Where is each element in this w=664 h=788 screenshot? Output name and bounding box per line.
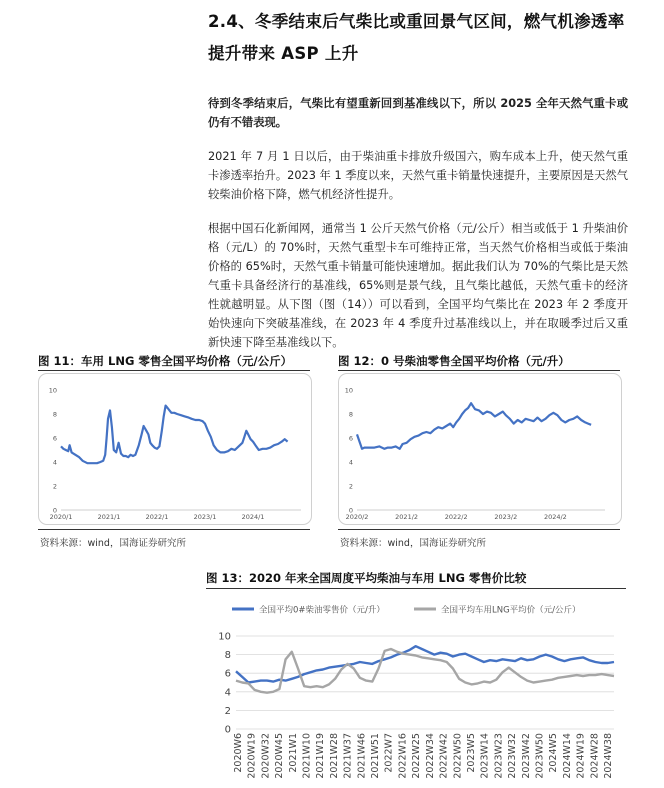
x-tick-label: 2024W38 bbox=[603, 733, 614, 779]
paragraph-summary: 待到冬季结束后，气柴比有望重新回到基准线以下，所以 2025 全年天然气重卡或仍有不错表现。 bbox=[208, 97, 628, 129]
x-tick-label: 2023W42 bbox=[520, 733, 532, 779]
y-tick-label: 2 bbox=[52, 482, 57, 491]
figure-13-title: 图 13：2020 年来全国周度平均柴油与车用 LNG 零售价比较 bbox=[206, 571, 527, 585]
x-tick-label: 2023/2 bbox=[494, 513, 518, 521]
figure-12-bottom-rule bbox=[338, 529, 620, 530]
x-tick-label: 2020W6 bbox=[233, 733, 244, 773]
y-tick-label: 4 bbox=[52, 458, 57, 467]
x-tick-label: 2023W5 bbox=[465, 733, 477, 773]
y-tick-label: 8 bbox=[52, 410, 57, 419]
section-heading: 2.4、冬季结束后气柴比或重回景气区间，燃气机渗透率提升带来 ASP 上升 bbox=[208, 12, 625, 63]
x-tick-label: 2020W45 bbox=[274, 733, 286, 779]
y-tick-label: 0 bbox=[224, 724, 231, 736]
y-tick-label: 6 bbox=[348, 434, 353, 443]
x-tick-label: 2022/2 bbox=[444, 513, 468, 521]
x-tick-label: 2024W19 bbox=[575, 733, 587, 779]
legend-label: 全国平均0#柴油零售价（元/升） bbox=[259, 605, 385, 616]
x-tick-label: 2024W5 bbox=[548, 733, 560, 773]
figure-11-chart-frame bbox=[38, 373, 312, 525]
x-tick-label: 2021W10 bbox=[301, 733, 313, 779]
paragraph-gas-diesel-ratio: 根据中国石化新闻网，通常当 1 公斤天然气价格（元/公斤）相当或低于 1 升柴油价格（元/L）的 70%时，天然气重型卡车可维持正常，当天然气价格相当或低于柴油价格的 65%时，天然气重卡销量可能快速增加。据此我们认为 70%的气柴比是天然气重卡具备经济行的基准线，65%则是景气线，且气柴比越低，天然气重卡的经济性就越明显。从下图（图（14））可以看到，全国平均气柴比在 2023 年 2 季度开始快速向下突破基准线，在 2023 年 4 季度升过基准线以上，并在取暖季过后又重新快速下降至基准线以下。 bbox=[208, 222, 628, 349]
figure-13-top-rule bbox=[206, 588, 626, 589]
series-line bbox=[61, 406, 288, 464]
x-tick-label: 2021/1 bbox=[97, 513, 121, 521]
x-tick-label: 2020W32 bbox=[260, 733, 272, 779]
figure-12-top-rule bbox=[338, 370, 620, 371]
figure-12-title: 图 12：0 号柴油零售全国平均价格（元/升） bbox=[338, 354, 570, 368]
y-tick-label: 6 bbox=[224, 668, 231, 680]
y-tick-label: 2 bbox=[348, 482, 353, 491]
legend-label: 全国平均车用LNG平均价（元/公斤） bbox=[441, 605, 581, 616]
y-tick-label: 10 bbox=[218, 631, 231, 643]
x-tick-label: 2024W14 bbox=[561, 733, 573, 779]
x-tick-label: 2021W51 bbox=[370, 733, 382, 779]
y-tick-label: 0 bbox=[348, 506, 353, 515]
y-tick-label: 2 bbox=[224, 705, 231, 717]
y-tick-label: 4 bbox=[224, 687, 231, 699]
x-tick-label: 2023W50 bbox=[534, 733, 546, 779]
y-tick-label: 8 bbox=[348, 410, 353, 419]
x-tick-label: 2022W7 bbox=[383, 733, 395, 773]
x-tick-label: 2020/1 bbox=[49, 513, 73, 521]
x-tick-label: 2020W19 bbox=[246, 733, 258, 779]
figure-12-chart-frame bbox=[338, 373, 622, 525]
x-tick-label: 2022/1 bbox=[145, 513, 169, 521]
x-tick-label: 2021W1 bbox=[287, 733, 299, 773]
y-tick-label: 6 bbox=[52, 434, 57, 443]
figure-11-source: 资料来源：wind，国海证券研究所 bbox=[40, 538, 186, 549]
x-tick-label: 2022W50 bbox=[452, 733, 464, 779]
x-tick-label: 2024/2 bbox=[543, 513, 567, 521]
figure-11-title: 图 11：车用 LNG 零售全国平均价格（元/公斤） bbox=[38, 354, 293, 368]
x-tick-label: 2020/2 bbox=[345, 513, 369, 521]
x-tick-label: 2023W32 bbox=[507, 733, 519, 779]
lng-price-chart bbox=[39, 374, 311, 524]
diesel-price-chart bbox=[339, 374, 621, 524]
diesel-vs-lng-comparison-chart bbox=[206, 592, 626, 788]
figure-11-bottom-rule bbox=[38, 529, 310, 530]
y-tick-label: 8 bbox=[224, 650, 231, 662]
x-tick-label: 2021W28 bbox=[328, 733, 340, 779]
x-tick-label: 2024/1 bbox=[241, 513, 265, 521]
x-tick-label: 2023W14 bbox=[479, 733, 491, 779]
x-tick-label: 2022W16 bbox=[397, 733, 409, 779]
x-tick-label: 2022W34 bbox=[424, 733, 436, 779]
figure-11-top-rule bbox=[38, 370, 310, 371]
x-tick-label: 2021/2 bbox=[395, 513, 419, 521]
x-tick-label: 2023/1 bbox=[193, 513, 217, 521]
y-tick-label: 10 bbox=[48, 386, 57, 395]
y-tick-label: 0 bbox=[52, 506, 57, 515]
y-tick-label: 4 bbox=[348, 458, 353, 467]
series-line bbox=[357, 403, 591, 449]
paragraph-emission-upgrade: 2021 年 7 月 1 日以后，由于柴油重卡排放升级国六，购车成本上升，使天然气重卡渗透率抬升。2023 年 1 季度以来，天然气重卡销量快速提升，主要原因是天然气较柴油价格下降，燃气机经济性提升。 bbox=[208, 150, 628, 201]
x-tick-label: 2021W46 bbox=[356, 733, 368, 779]
x-tick-label: 2021W37 bbox=[342, 733, 354, 779]
y-tick-label: 10 bbox=[344, 386, 353, 395]
x-tick-label: 2024W28 bbox=[589, 733, 601, 779]
x-tick-label: 2022W42 bbox=[438, 733, 450, 779]
x-tick-label: 2022W25 bbox=[411, 733, 423, 779]
x-tick-label: 2023W23 bbox=[493, 733, 505, 779]
x-tick-label: 2021W19 bbox=[315, 733, 327, 779]
series-line bbox=[236, 649, 614, 693]
figure-12-source: 资料来源：wind，国海证券研究所 bbox=[340, 538, 486, 549]
